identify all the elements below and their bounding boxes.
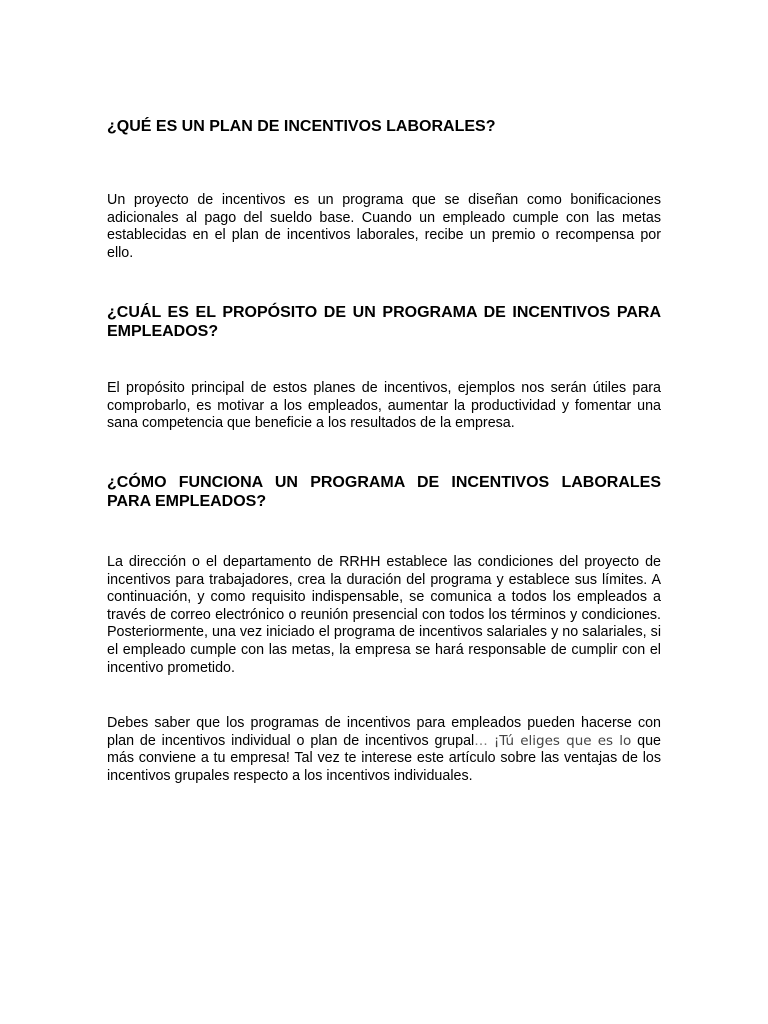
section-1-heading: ¿QUÉ ES UN PLAN DE INCENTIVOS LABORALES? [107,118,496,135]
section-3-body [107,554,661,677]
section-4-ellipsis: … [474,732,488,749]
section-4-text-part3: que más conviene a tu empresa! Tal vez te interese este artículo sobre las ventajas de los incentivos grupales respecto a los incentivos individuales. [107,732,661,784]
section-3-heading: ¿CÓMO FUNCIONA UN PROGRAMA DE INCENTIVOS LABORALES PARA EMPLEADOS? [107,474,661,510]
section-2 [107,303,661,341]
section-4-paragraph [107,715,661,785]
section-4-text-part1: Debes saber que los programas de incentivos para empleados pueden hacerse con plan de incentivos individual o plan de incentivos grupal [107,715,661,749]
section-1-paragraph: Un proyecto de incentivos es un programa que se diseñan como bonificaciones adicionales al pago del sueldo base. Cuando un empleado cumple con las metas establecidas en el plan de incentivos laborales, recibe un premio o recompensa por ello. [107,192,661,261]
section-3-paragraph: La dirección o el departamento de RRHH establece las condiciones del proyecto de incentivos para trabajadores, crea la duración del programa y establece sus límites. A continuación, y como requisito indispensable, se comunica a todos los empleados a través de correo electrónico o reunión presencial con todos los términos y condiciones. Posteriormente, una vez iniciado el programa de incentivos salariales y no salariales, si el empleado cumple con las metas, la empresa se hará responsable de cumplir con el incentivo prometido. [107,554,661,676]
section-4-text-part2: ¡Tú eliges que es lo [487,732,632,749]
section-3 [107,473,661,511]
section-2-paragraph: El propósito principal de estos planes de incentivos, ejemplos nos serán útiles para comprobarlo, es motivar a los empleados, aumentar la productividad y fomentar una sana competencia que beneficie a los resultados de la empresa. [107,380,661,432]
section-1-body [107,192,661,262]
section-1 [107,117,661,136]
section-4-body [107,715,661,785]
section-2-heading: ¿CUÁL ES EL PROPÓSITO DE UN PROGRAMA DE INCENTIVOS PARA EMPLEADOS? [107,304,661,340]
section-2-body [107,380,661,433]
